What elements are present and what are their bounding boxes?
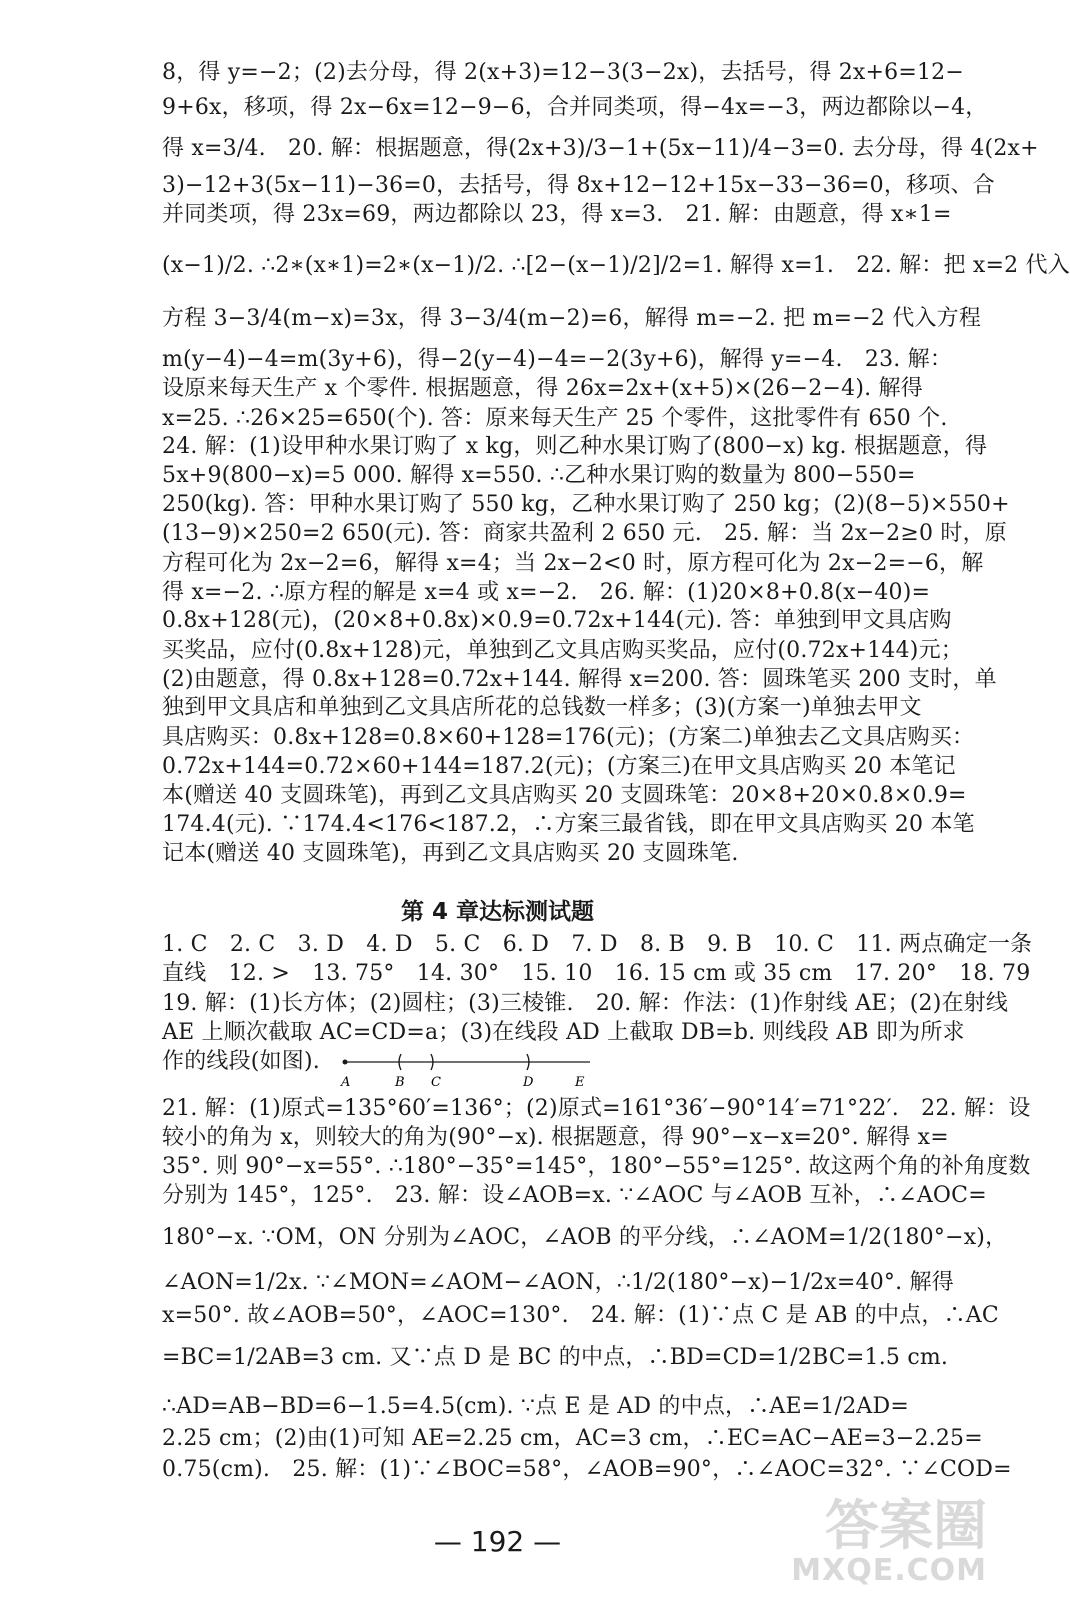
text-line: 设原来每天生产 x 个零件. 根据题意，得 26x=2x+(x+5)×(26−2−4). 解得 <box>162 376 923 401</box>
point-label: B <box>395 1075 405 1090</box>
text-line: 较小的角为 x，则较大的角为(90°−x). 根据题意，得 90°−x−x=20°. 解得 x= <box>162 1125 949 1150</box>
text-line: 得 x=−2. ∴原方程的解是 x=4 或 x=−2. 26. 解：(1)20×8+0.8(x−40)= <box>162 580 931 605</box>
text-line: ∠AON=1/2x. ∵∠MON=∠AOM−∠AON，∴1/2(180°−x)−1/2x=40°. 解得 <box>162 1270 954 1295</box>
point-label: A <box>341 1075 351 1090</box>
text-line: 0.72x+144=0.72×60+144=187.2(元)；(方案三)在甲文具店购买 20 本笔记 <box>162 754 956 779</box>
text-line: 35°. 则 90°−x=55°. ∴180°−35°=145°，180°−55°=125°. 故这两个角的补角度数 <box>162 1154 1031 1179</box>
point-a-dot <box>343 1060 348 1065</box>
text-line: AE 上顺次截取 AC=CD=a；(3)在线段 AD 上截取 DB=b. 则线段 AB 即为所求 <box>162 1020 965 1045</box>
section-title: 第 4 章达标测试题 <box>400 899 595 925</box>
text-line: 250(kg). 答：甲种水果订购了 550 kg，乙种水果订购了 250 kg；(2)(8−5)×550+ <box>162 492 1010 517</box>
line-segment-figure <box>335 1050 605 1090</box>
text-line: 并同类项，得 23x=69，两边都除以 23，得 x=3. 21. 解：由题意，得 x∗1= <box>162 202 952 227</box>
text-line: 记本(赠送 40 支圆珠笔)，再到乙文具店购买 20 支圆珠笔. <box>162 841 739 866</box>
point-label: E <box>575 1075 585 1090</box>
text-line: (13−9)×250=2 650(元). 答：商家共盈利 2 650 元. 25. 解：当 2x−2≥0 时，原 <box>162 521 1007 546</box>
text-line: 直线 12. > 13. 75° 14. 30° 15. 10 16. 15 cm 或 35 cm 17. 20° 18. 79 <box>162 961 1031 986</box>
text-line: 独到甲文具店和单独到乙文具店所花的总钱数一样多；(3)(方案一)单独去甲文 <box>162 695 922 720</box>
text-line: 0.75(cm). 25. 解：(1)∵∠BOC=58°，∠AOB=90°，∴∠AOC=32°. ∵∠COD= <box>162 1457 1012 1482</box>
text-line: x=50°. 故∠AOB=50°，∠AOC=130°. 24. 解：(1)∵点 C 是 AB 的中点，∴AC <box>162 1303 999 1328</box>
point-label: D <box>523 1075 534 1090</box>
text-line: 174.4(元). ∵174.4<176<187.2，∴方案三最省钱，即在甲文具店购买 20 本笔 <box>162 812 975 837</box>
text-line: ∴AD=AB−BD=6−1.5=4.5(cm). ∵点 E 是 AD 的中点，∴AE=1/2AD= <box>162 1394 909 1419</box>
text-line: 8，得 y=−2；(2)去分母，得 2(x+3)=12−3(3−2x)，去括号，得 2x+6=12− <box>162 60 964 85</box>
text-line: 作的线段(如图). <box>162 1049 320 1074</box>
text-line: 24. 解：(1)设甲种水果订购了 x kg，则乙种水果订购了(800−x) kg. 根据题意，得 <box>162 434 988 459</box>
point-label: C <box>431 1075 441 1090</box>
text-line: 0.8x+128(元)，(20×8+0.8x)×0.9=0.72x+144(元). 答：单独到甲文具店购 <box>162 608 952 633</box>
watermark-logo: 答案圈 <box>825 1494 987 1557</box>
text-line: (2)由题意，得 0.8x+128=0.72x+144. 解得 x=200. 答：圆珠笔买 200 支时，单 <box>162 667 997 692</box>
text-line: (x−1)/2. ∴2∗(x∗1)=2∗(x−1)/2. ∴[2−(x−1)/2]/2=1. 解得 x=1. 22. 解：把 x=2 代入 <box>162 253 1070 278</box>
text-line: 1. C 2. C 3. D 4. D 5. C 6. D 7. D 8. B 9. B 10. C 11. 两点确定一条 <box>162 932 1033 957</box>
text-line: 分别为 145°，125°. 23. 解：设∠AOB=x. ∵∠AOC 与∠AOB 互补，∴∠AOC= <box>162 1183 987 1208</box>
text-line: 21. 解：(1)原式=135°60′=136°；(2)原式=161°36′−90°14′=71°22′. 22. 解：设 <box>162 1096 1031 1121</box>
text-line: 5x+9(800−x)=5 000. 解得 x=550. ∴乙种水果订购的数量为 800−550= <box>162 463 916 488</box>
text-line: 9+6x，移项，得 2x−6x=12−9−6，合并同类项，得−4x=−3，两边都除以−4， <box>162 95 988 120</box>
text-line: 3)−12+3(5x−11)−36=0，去括号，得 8x+12−12+15x−33−36=0，移项、合 <box>162 173 995 198</box>
watermark-url: MXQE.COM <box>791 1553 987 1588</box>
page-number: — 192 — <box>433 1525 562 1558</box>
text-line: 本(赠送 40 支圆珠笔)，再到乙文具店购买 20 支圆珠笔：20×8+20×0.8×0.9= <box>162 783 967 808</box>
text-line: =BC=1/2AB=3 cm. 又∵点 D 是 BC 的中点，∴BD=CD=1/2BC=1.5 cm. <box>162 1345 949 1370</box>
text-line: 180°−x. ∵OM，ON 分别为∠AOC，∠AOB 的平分线，∴∠AOM=1/2(180°−x)， <box>162 1225 1008 1250</box>
text-line: 方程 3−3/4(m−x)=3x，得 3−3/4(m−2)=6，解得 m=−2. 把 m=−2 代入方程 <box>162 306 982 331</box>
text-line: 得 x=3/4. 20. 解：根据题意，得(2x+3)/3−1+(5x−11)/4−3=0. 去分母，得 4(2x+ <box>162 136 1039 161</box>
text-line: m(y−4)−4=m(3y+6)，得−2(y−4)−4=−2(3y+6)，解得 y=−4. 23. 解： <box>162 347 953 372</box>
text-line: 方程可化为 2x−2=6，解得 x=4；当 2x−2<0 时，原方程可化为 2x−2=−6，解 <box>162 551 984 576</box>
text-line: 具店购买：0.8x+128=0.8×60+128=176(元)；(方案二)单独去乙文具店购买： <box>162 725 975 750</box>
text-line: 19. 解：(1)长方体；(2)圆柱；(3)三棱锥. 20. 解：作法：(1)作射线 AE；(2)在射线 <box>162 991 1009 1016</box>
watermark <box>791 1494 987 1588</box>
text-line: 买奖品，应付(0.8x+128)元，单独到乙文具店购买奖品，应付(0.72x+144)元； <box>162 638 963 663</box>
text-line: 2.25 cm；(2)由(1)可知 AE=2.25 cm，AC=3 cm，∴EC=AC−AE=3−2.25= <box>162 1426 983 1451</box>
text-line: x=25. ∴26×25=650(个). 答：原来每天生产 25 个零件，这批零件有 650 个. <box>162 406 948 431</box>
